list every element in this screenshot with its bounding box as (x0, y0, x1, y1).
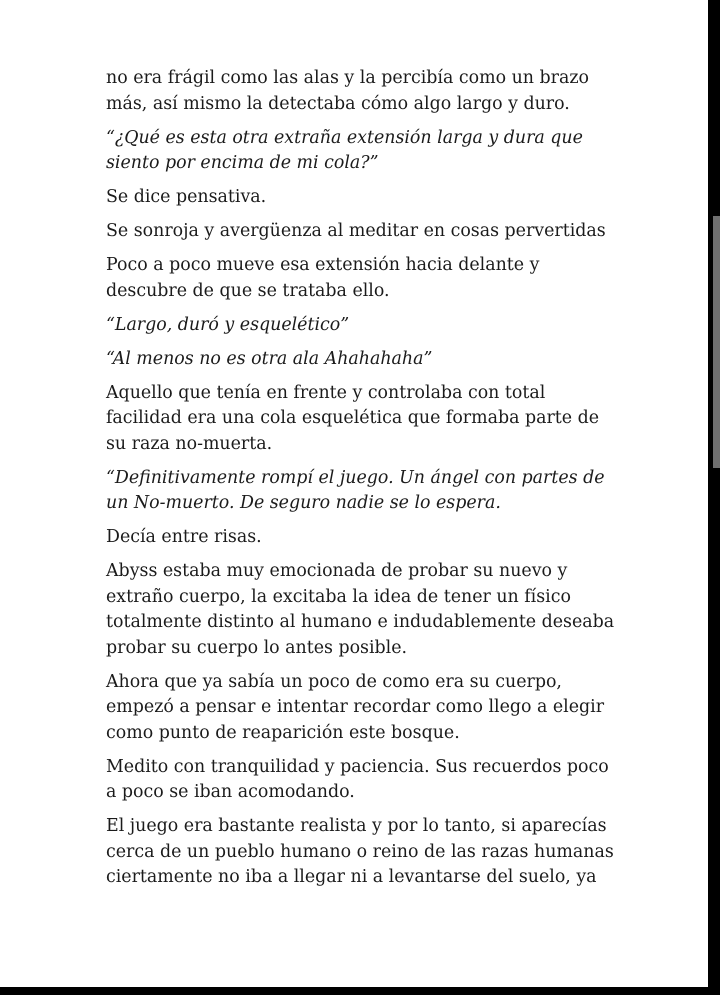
paragraph: Abyss estaba muy emocionada de probar su nuevo y extraño cuerpo, la excitaba la idea de tener un físico totalmente distinto al humano e indudablemente deseaba probar su cuerpo lo antes posible. (106, 561, 615, 658)
scrollbar-thumb[interactable] (713, 216, 720, 468)
paragraph: Medito con tranquilidad y paciencia. Sus recuerdos poco a poco se iban acomodando. (106, 756, 609, 802)
document-body (106, 66, 616, 899)
paragraph: Poco a poco mueve esa extensión hacia delante y descubre de que se trataba ello. (106, 255, 540, 301)
paragraph: Aquello que tenía en frente y controlaba con total facilidad era una cola esquelética que formaba parte de su raza no-muerta. (106, 382, 600, 454)
paragraph: “¿Qué es esta otra extraña extensión larga y dura que siento por encima de mi cola?” (106, 127, 583, 173)
paragraph: El juego era bastante realista y por lo tanto, si aparecías cerca de un pueblo humano o reino de las razas humanas ciertamente no iba a llegar ni a levantarse del suelo, ya (106, 816, 614, 887)
paragraph: “Largo, duró y esquelético” (106, 314, 350, 335)
paragraph: Decía entre risas. (106, 527, 262, 547)
paragraph: Ahora que ya sabía un poco de como era su cuerpo, empezó a pensar e intentar recordar como llego a elegir como punto de reaparición este bosque. (106, 671, 605, 743)
paragraph: “Al menos no es otra ala Ahahahaha” (106, 348, 433, 369)
paragraph: Se sonroja y avergüenza al meditar en cosas pervertidas (106, 221, 606, 241)
paragraph: “Definitivamente rompí el juego. Un ángel con partes de un No-muerto. De seguro nadie se lo espera. (106, 467, 605, 513)
paragraph: Se dice pensativa. (106, 187, 267, 207)
paragraph: no era frágil como las alas y la percibía como un brazo más, así mismo la detectaba cómo algo largo y duro. (106, 68, 589, 114)
